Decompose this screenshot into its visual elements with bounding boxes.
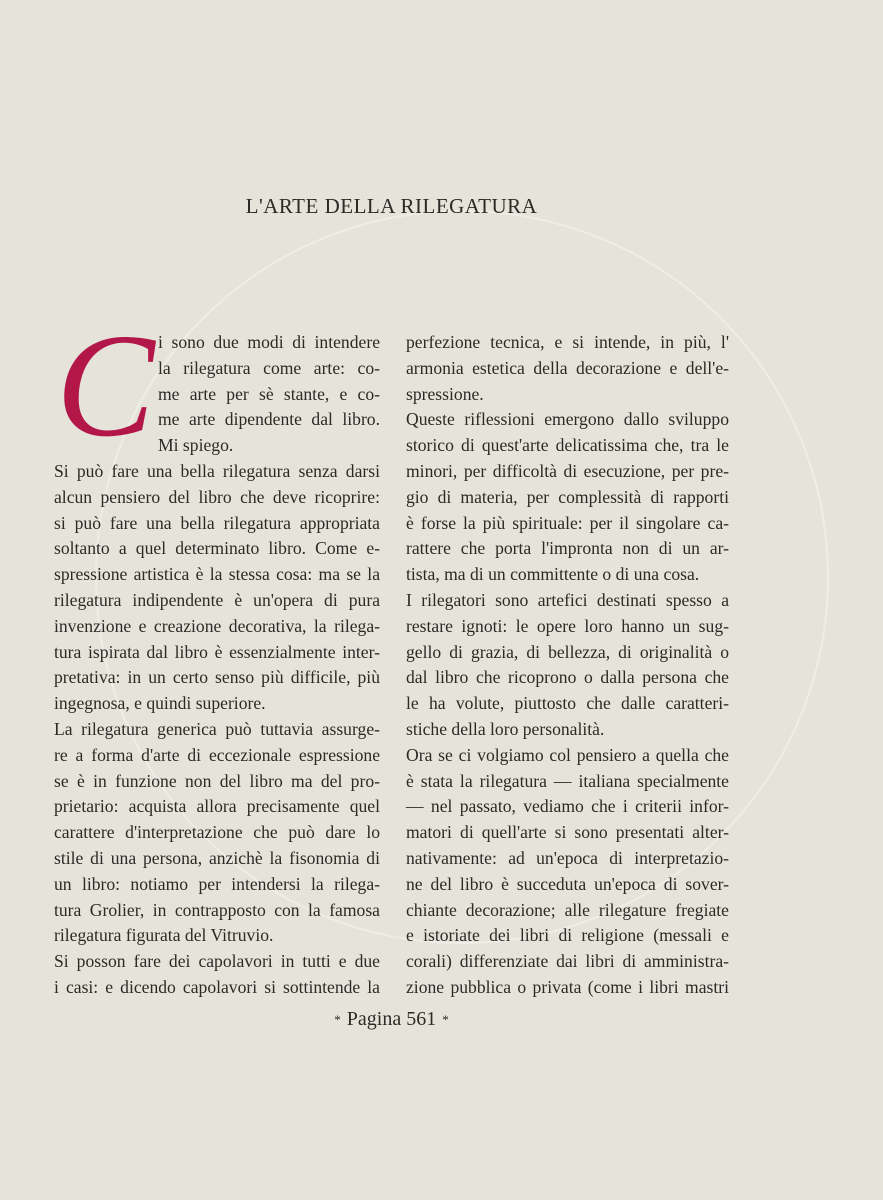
- text-line: i sono due modi di intendere: [158, 332, 380, 352]
- page-footer: [0, 1008, 783, 1031]
- text-line: rilegatura indipendente è un'opera di pura: [54, 589, 380, 610]
- text-line: ne del libro è succeduta un'epoca di sover-: [406, 873, 729, 894]
- text-line: restare ignoti: le opere loro hanno un sug-: [406, 615, 729, 636]
- text-line: Mi spiego.: [158, 435, 234, 456]
- text-line: armonia estetica della decorazione e dell'e-: [406, 357, 729, 378]
- text-line: zione pubblica o privata (come i libri mastri: [406, 976, 729, 997]
- text-line: si può fare una bella rilegatura appropriata: [54, 512, 380, 533]
- text-line: gello di grazia, di bellezza, di originalità o: [406, 641, 729, 662]
- text-line: nativamente: ad un'epoca di interpretazio-: [406, 847, 729, 868]
- dropcap-letter: C: [56, 304, 155, 468]
- text-line: I rilegatori sono artefici destinati spesso a: [406, 589, 729, 610]
- text-line: Ora se ci volgiamo col pensiero a quella che: [406, 744, 729, 765]
- text-line: stile di una persona, anzichè la fisonomia di: [54, 847, 380, 868]
- dropcap-lines: [158, 330, 380, 459]
- text-line: re a forma d'arte di eccezionale espressione: [54, 744, 380, 765]
- text-line: chiante decorazione; alle rilegature fregiate: [406, 899, 729, 920]
- text-line: minori, per difficoltà di esecuzione, per pre-: [406, 460, 729, 481]
- text-line: storico di quest'arte delicatissima che, tra le: [406, 435, 729, 456]
- star-icon: *: [442, 1012, 449, 1028]
- text-line: è stata la rilegatura — italiana specialmente: [406, 770, 729, 791]
- text-line: corali) differenziate dai libri di amministra-: [406, 951, 729, 972]
- star-icon: *: [334, 1012, 341, 1028]
- text-line: carattere d'interpretazione che può dare lo: [54, 822, 380, 843]
- page-title: L'ARTE DELLA RILEGATURA: [245, 194, 538, 218]
- text-line: spressione.: [406, 383, 484, 404]
- text-line: rilegatura figurata del Vitruvio.: [54, 925, 274, 946]
- text-line: prietario: acquista allora precisamente quel: [54, 796, 380, 817]
- text-line: gio di materia, per complessità di rapporti: [406, 486, 729, 507]
- text-line: Si può fare una bella rilegatura senza darsi: [54, 460, 380, 481]
- text-line: stiche della loro personalità.: [406, 718, 605, 739]
- text-line: ingegnosa, e quindi superiore.: [54, 693, 266, 714]
- page-number: Pagina 561: [346, 1008, 437, 1030]
- text-line: soltanto a quel determinato libro. Come e-: [54, 538, 380, 559]
- text-line: spressione artistica è la stessa cosa: ma se la: [54, 564, 380, 585]
- text-line: pretativa: in un certo senso più difficile, più: [54, 667, 380, 688]
- text-line: Si posson fare dei capolavori in tutti e due: [54, 951, 380, 972]
- left-column: [54, 304, 380, 1001]
- text-line: perfezione tecnica, e si intende, in più, l': [406, 332, 729, 352]
- text-line: invenzione e creazione decorativa, la rilega-: [54, 615, 380, 636]
- text-line: matori di quell'arte si sono presentati alter-: [406, 822, 729, 843]
- text-line: la rilegatura come arte: co-: [158, 357, 380, 378]
- text-line: e istoriate dei libri di religione (messali e: [406, 925, 729, 946]
- text-line: La rilegatura generica può tuttavia assurge-: [54, 718, 380, 739]
- text-line: tura ispirata dal libro è essenzialmente inter-: [54, 641, 380, 662]
- text-line: rattere che porta l'impronta non di un ar-: [406, 538, 729, 559]
- text-line: alcun pensiero del libro che deve ricoprire:: [54, 486, 380, 507]
- text-line: un libro: notiamo per intendersi la rilega-: [54, 873, 380, 894]
- text-line: i casi: e dicendo capolavori si sottintende la: [54, 976, 380, 997]
- text-line: tura Grolier, in contrapposto con la famosa: [54, 899, 380, 920]
- text-line: Queste riflessioni emergono dallo sviluppo: [406, 409, 729, 430]
- text-line: tista, ma di un committente o di una cosa.: [406, 564, 700, 585]
- text-line: me arte dipendente dal libro.: [158, 409, 380, 430]
- text-line: dal libro che ricoprono o dalla persona che: [406, 667, 729, 688]
- dropcap-paragraph: [54, 304, 380, 468]
- text-line: — nel passato, vediamo che i criterii infor-: [406, 796, 729, 817]
- text-line: se è in funzione non del libro ma del pro-: [54, 770, 380, 791]
- text-line: le ha volute, piuttosto che dalle caratteri-: [406, 693, 729, 714]
- text-line: è forse la più spirituale: per il singolare ca-: [406, 512, 729, 533]
- text-line: me arte per sè stante, e co-: [158, 383, 380, 404]
- right-column: [406, 330, 729, 1001]
